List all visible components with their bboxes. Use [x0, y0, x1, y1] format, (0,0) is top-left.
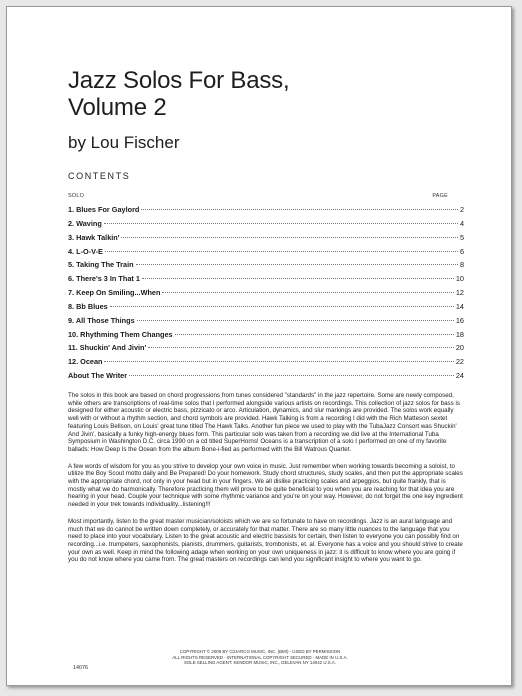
- introduction-text: [68, 392, 464, 573]
- dot-leader: [110, 306, 454, 307]
- toc-entry: [68, 233, 464, 247]
- toc-entry-title: 1. Blues For Gaylord: [68, 205, 140, 214]
- copyright-line-2: ALL RIGHTS RESERVED - INTERNATIONAL COPYRIGHT SECURED - MADE IN U.S.A.: [172, 654, 348, 660]
- dot-leader: [175, 334, 454, 335]
- dot-leader: [121, 237, 457, 238]
- dot-leader: [136, 264, 458, 265]
- author-line: by Lou Fischer: [68, 133, 180, 152]
- toc-entry-page: 6: [459, 246, 464, 256]
- dot-leader: [104, 223, 458, 224]
- toc-entry-title: 3. Hawk Talkin': [68, 232, 120, 242]
- dot-leader: [129, 375, 454, 376]
- toc-entry-page: 8: [459, 260, 464, 270]
- toc-entry-page: 4: [459, 218, 464, 228]
- toc-entry-title: About The Writer: [68, 371, 128, 381]
- toc-entry-page: 2: [459, 205, 464, 214]
- toc-entry-title: 12. Ocean: [68, 357, 103, 367]
- dot-leader: [104, 361, 453, 362]
- dot-leader: [105, 251, 458, 252]
- dot-leader: [137, 320, 454, 321]
- toc-entry-title: 6. There's 3 In That 1: [68, 274, 140, 284]
- table-of-contents: [68, 205, 464, 385]
- toc-entry: [68, 316, 464, 330]
- toc-entry-page: 10: [455, 274, 464, 284]
- intro-paragraph-2: A few words of wisdom for you as you strive to develop your own voice in music. Just remember when working towards becoming a soloist, to utilize the Boy Scout motto daily and Be Prepared! Do your homework. Study chord structures, study scales, and then put the appropriate scales with the appropriate chord, not only in your head but in your fingers. We all dislike practicing scales and arpeggios, but quite frankly, that is mostly what we do harmonically. Therefore practicing them will prove to be quite beneficial to you when you are reaching for that idea you are hearing in your head. Couple your technique with some rhythmic variance and you're on your way. However, do not forget the one key ingredient needed in your trek towards individuality...listening!!!: [68, 462, 463, 509]
- title-line-2: Volume 2: [68, 94, 167, 121]
- toc-entry-page: 5: [459, 232, 464, 242]
- toc-entry: [68, 343, 464, 357]
- title-line-1: Jazz Solos For Bass,: [68, 67, 290, 94]
- toc-entry: [68, 247, 464, 261]
- toc-entry: [68, 371, 464, 385]
- toc-entry: [68, 330, 464, 344]
- document-page: [6, 6, 512, 686]
- toc-entry-title: 11. Shuckin' And Jivin': [68, 343, 147, 353]
- toc-entry: [68, 288, 464, 302]
- dot-leader: [142, 278, 454, 279]
- dot-leader: [148, 347, 454, 348]
- toc-entry: [68, 274, 464, 288]
- intro-paragraph-3: Most importantly, listen to the great master musician/soloists which we are so fortunate to have on recordings. Jazz is an aural language and much that we do cannot be written down completely, or accurately for that matter. There are so many little nuances to the language that you need to place into your vocabulary. Listen to the great acoustic and electric bassists for certain, then listen to everyone you can possibly find on recording...i.e. trumpeters, saxophonists, pianists, drummers, guitarists, trombonists, et. al. Everyone has a voice and you should strive to create your own as well. Keep in mind the following adage when working on your own uniqueness in jazz: it is difficult to know where you are going if you do not know where you came from. The great masters on recordings can lend you significant insight to where you want to go.: [68, 517, 463, 564]
- toc-entry: [68, 302, 464, 316]
- toc-entry: [68, 357, 464, 371]
- toc-entry-title: 7. Keep On Smiling...When: [68, 288, 161, 298]
- toc-entry: [68, 260, 464, 274]
- contents-heading: CONTENTS: [68, 171, 131, 181]
- copyright-footer: [7, 649, 513, 666]
- toc-entry-page: 22: [455, 357, 464, 367]
- intro-paragraph-1: The solos in this book are based on chord progressions from tunes considered "standards" in the jazz repertoire. Some are newly composed, while others are transcriptions of real-time solos that I performed alongside various artists on recordings. This collection of jazz solos for bass is designed for either acoustic or electric bass, pizzicato or arco. Articulation, dynamics, and slur markings are provided. The solos work equally well with or without a rhythm section, and chord symbols are provided. Hawk Talking is from a recording I did with the Rich Matteson sextet featuring Louis Bellson, on Louis' great tune titled The Hawk Talks. Another fun piece we used to play with the TubaJazz Consort was Shuckin' And Jivin', basically a funky high-energy blues form. This particular solo was taken from a recording we did live at the International Tuba Symposium in Washington D.C. circa 1990 on a cd titled SuperHorns! Oceans is a transcription of a solo I performed on one of my favorite ballads: How Deep Is the Ocean from the album Bone-i-fied as performed with the Bill Watrous Quartet.: [68, 392, 460, 453]
- toc-entry-title: 9. All Those Things: [68, 315, 135, 325]
- toc-entry-page: 18: [455, 329, 464, 339]
- page-column-header: PAGE: [432, 193, 448, 199]
- toc-entry: [68, 205, 464, 219]
- toc-entry-title: 2. Waving: [68, 218, 102, 228]
- toc-entry-page: 16: [455, 315, 464, 325]
- catalog-number: 14076: [73, 665, 88, 671]
- toc-entry-title: 4. L-O-V-E: [68, 246, 103, 256]
- book-title: [68, 67, 289, 121]
- dot-leader: [141, 209, 458, 210]
- toc-entry-page: 24: [455, 371, 464, 381]
- toc-entry-title: 8. Bb Blues: [68, 301, 108, 311]
- toc-entry: [68, 219, 464, 233]
- dot-leader: [162, 292, 453, 293]
- toc-entry-title: 10. Rhythming Them Changes: [68, 329, 173, 339]
- toc-entry-title: 5. Taking The Train: [68, 260, 134, 270]
- toc-entry-page: 14: [455, 301, 464, 311]
- copyright-line-1: COPYRIGHT © 2009 BY C0JARCO MUSIC, INC. (BMI) - USED BY PERMISSION: [179, 649, 341, 654]
- solo-column-header: SOLO: [68, 193, 85, 199]
- toc-entry-page: 20: [455, 343, 464, 353]
- copyright-line-3: SOLE SELLING AGENT: KENDOR MUSIC, INC., DELEVAN NY 14042 U.S.A.: [183, 660, 337, 666]
- toc-entry-page: 12: [455, 288, 464, 298]
